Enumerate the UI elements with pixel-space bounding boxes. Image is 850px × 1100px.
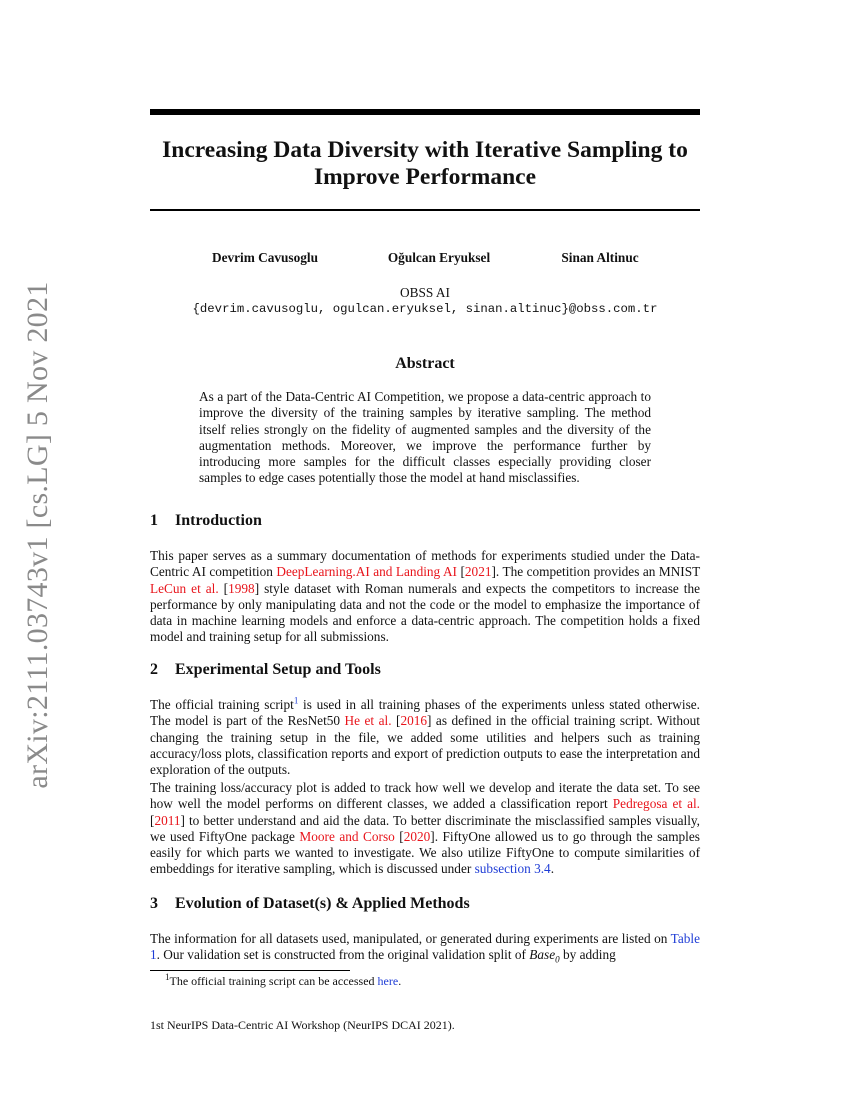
citation-link[interactable]: Pedregosa et al. xyxy=(612,796,700,812)
title-rule-bottom xyxy=(150,209,700,211)
text-run: [ xyxy=(391,713,401,729)
footnote-rule xyxy=(150,970,350,971)
citation-year-link[interactable]: 2021 xyxy=(464,564,492,580)
text-run: by adding xyxy=(559,947,616,963)
setup-paragraph-1 xyxy=(150,697,700,778)
section-title: Experimental Setup and Tools xyxy=(175,661,381,678)
citation-year-link[interactable]: 2011 xyxy=(154,812,181,828)
setup-paragraph-2 xyxy=(150,780,700,878)
section-heading-evolution xyxy=(150,895,470,913)
evolution-paragraph xyxy=(150,931,700,968)
author-name: Devrim Cavusoglu xyxy=(211,250,319,265)
paper-title: Increasing Data Diversity with Iterative Sampling to Improve Performance xyxy=(162,137,688,190)
text-run: ]. The competition provides an MNIST xyxy=(491,564,700,580)
section-number: 3 xyxy=(150,895,158,912)
author-emails: {devrim.cavusoglu, ogulcan.eryuksel, sinan.altinuc}@obss.com.tr xyxy=(192,302,658,316)
text-run: ] to better understand and aid the data. To better discriminate the misclassified samples visually, we used FiftyOne package xyxy=(150,812,700,844)
text-run: [ xyxy=(150,812,155,828)
abstract-text: As a part of the Data-Centric AI Competition, we propose a data-centric approach to improve the diversity of the training samples by iterative sampling. The method itself relies strongly on the fidelity of augmented samples and the diversity of the augmentation methods. Moreover, we improve the performance further by introducing more samples for the difficult classes especially providing closer samples to edge cases potentially those the model at hand misclassifies. xyxy=(199,389,651,486)
text-run: This paper serves as a summary documentation of methods for experiments studied under the Data-Centric AI competition xyxy=(150,548,700,580)
text-run: . xyxy=(550,861,555,877)
text-run: The training loss/accuracy plot is added to track how well we develop and iterate the data set. To see how well the model performs on different classes, we added a classification report xyxy=(150,780,700,812)
math-subscript: 0 xyxy=(555,954,560,965)
footnote-link[interactable]: here xyxy=(377,974,399,988)
footnote xyxy=(165,974,401,989)
math-base xyxy=(529,947,560,965)
section-number: 2 xyxy=(150,661,158,678)
section-heading-setup xyxy=(150,661,381,679)
math-symbol: Base xyxy=(529,947,556,963)
text-run: . Our validation set is constructed from the original validation split of xyxy=(156,947,530,963)
citation-year-link[interactable]: 2020 xyxy=(403,828,431,844)
text-run: is used in all training phases of the experiments unless stated otherwise. The model is part of the ResNet50 xyxy=(150,697,700,729)
text-run: ] as defined in the official training script. Without changing the training setup in the file, we added some utilities and helpers such as training accuracy/loss plots, classification reports and export of prediction outputs to ease the interpretation and exploration of the outputs. xyxy=(150,713,700,778)
footnote-text: The official training script can be accessed xyxy=(169,974,378,988)
citation-link[interactable]: DeepLearning.AI and Landing AI xyxy=(276,564,457,580)
footnote-mark: 1 xyxy=(165,972,170,982)
footnote-end: . xyxy=(398,974,402,988)
text-run: [ xyxy=(394,828,404,844)
text-run: The official training script xyxy=(150,697,294,712)
abstract-heading: Abstract xyxy=(395,355,455,372)
text-run: The information for all datasets used, manipulated, or generated during experiments are listed on xyxy=(150,931,671,946)
section-title: Introduction xyxy=(175,512,262,529)
citation-link[interactable]: LeCun et al. xyxy=(150,580,219,596)
citation-link[interactable]: He et al. xyxy=(344,713,392,729)
citation-link[interactable]: Moore and Corso xyxy=(299,828,395,844)
subsection-reference-link[interactable]: subsection 3.4 xyxy=(474,861,551,877)
citation-year-link[interactable]: 1998 xyxy=(228,580,255,596)
affiliation: OBSS AI xyxy=(400,285,450,300)
footnote-mark-link[interactable]: 1 xyxy=(293,695,299,706)
venue-note: 1st NeurIPS Data-Centric AI Workshop (NeurIPS DCAI 2021). xyxy=(150,1018,455,1032)
text-run: ] style dataset with Roman numerals and expects the competitors to increase the performance by only manipulating data and not the code or the model to emphasize the importance of data in machine learning models and enforce a data-centric approach. The competition holds a fixed model and training setup for all submissions. xyxy=(150,580,700,645)
section-number: 1 xyxy=(150,512,158,529)
section-title: Evolution of Dataset(s) & Applied Methods xyxy=(175,895,470,912)
text-run: [ xyxy=(218,580,229,596)
section-heading-introduction xyxy=(150,512,262,530)
author-name: Sinan Altinuc xyxy=(561,250,639,265)
author-list xyxy=(0,250,850,268)
author-name: Oğulcan Eryuksel xyxy=(387,250,491,265)
citation-year-link[interactable]: 2016 xyxy=(400,713,428,729)
text-run: ]. FiftyOne allowed us to go through the samples easily for which parts we wanted to investigate. We also utilize FiftyOne to compute similarities of embeddings for iterative sampling, which is discussed under xyxy=(150,828,700,877)
title-rule-top xyxy=(150,109,700,115)
intro-paragraph xyxy=(150,548,700,646)
table-reference-link[interactable]: Table 1 xyxy=(150,931,700,963)
text-run: [ xyxy=(456,564,465,580)
arxiv-stamp: arXiv:2111.03743v1 [cs.LG] 5 Nov 2021 xyxy=(21,281,54,789)
